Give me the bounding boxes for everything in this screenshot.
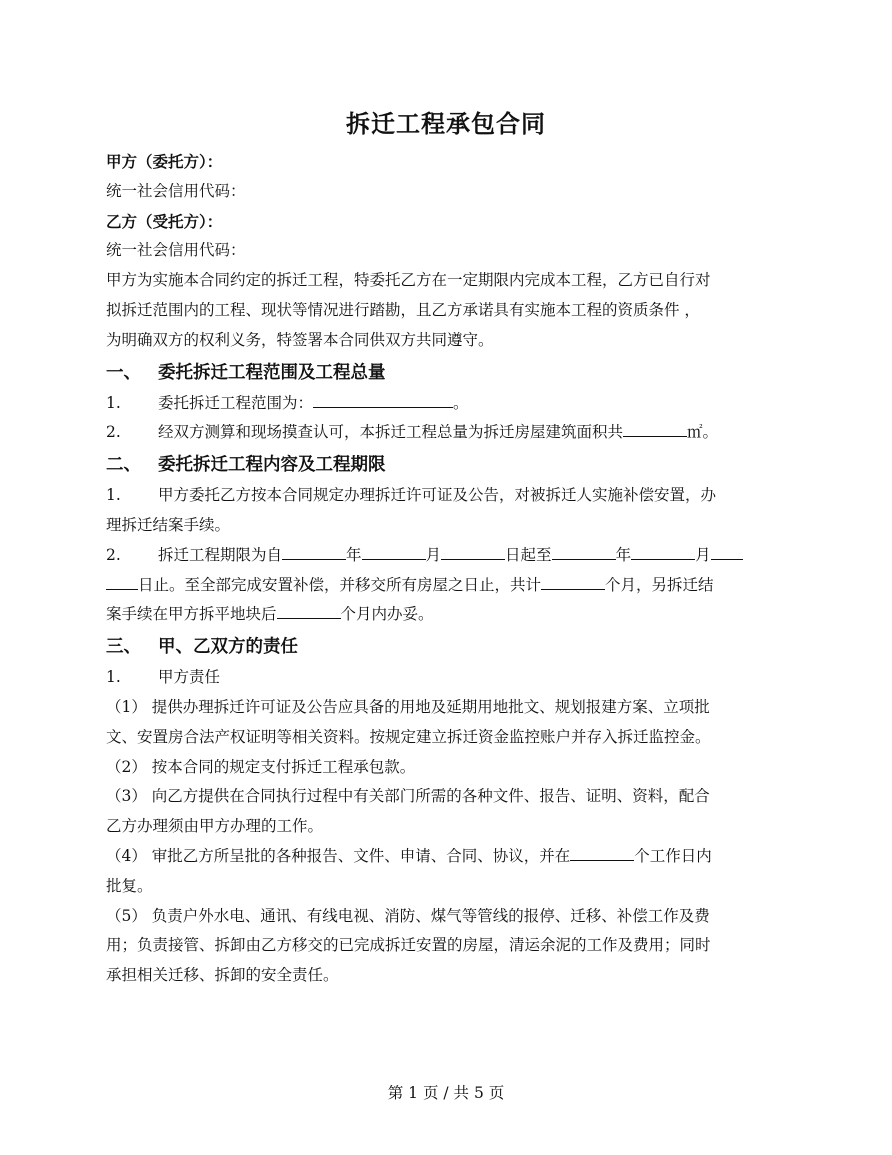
- page-footer: 第 1 页 / 共 5 页: [387, 1084, 505, 1102]
- clause-text: 个月，另拆迁结: [605, 575, 714, 594]
- clause-text: 月: [425, 545, 442, 564]
- duty-line: 承担相关迁移、拆卸的安全责任。: [106, 966, 339, 985]
- party-a-label: 甲方（委托方）：: [106, 152, 223, 171]
- clause-text: （4） 审批乙方所呈批的各种报告、文件、申请、合同、协议，并在: [106, 846, 571, 865]
- clause-text: 案手续在甲方拆平地块后: [106, 605, 277, 624]
- clause-item: [106, 663, 790, 693]
- duty-line: （1） 提供办理拆迁许可证及公告应具备的用地及延期用地批文、规划报建方案、立项批: [106, 697, 710, 716]
- fill-blank[interactable]: [541, 572, 605, 589]
- duty-line: 用；负责接管、拆卸由乙方移交的已完成拆迁安置的房屋，清运余泥的工作及费用；同时: [106, 936, 711, 955]
- clause-text: 日起至: [505, 545, 552, 564]
- duty-line: （3） 向乙方提供在合同执行过程中有关部门所需的各种文件、报告、证明、资料，配合: [106, 787, 710, 806]
- clause-text: 甲方责任: [158, 668, 221, 687]
- clause-text: 甲方委托乙方按本合同规定办理拆迁许可证及公告，对被拆迁人实施补偿安置，办: [158, 486, 717, 505]
- clause-number: 2.: [106, 423, 121, 442]
- preamble-line: 甲方为实施本合同约定的拆迁工程，特委托乙方在一定期限内完成本工程，乙方已自行对: [106, 271, 711, 290]
- clause-continuation: [106, 571, 790, 601]
- clause-text: 个月内办妥。: [340, 605, 434, 624]
- clause-text: 年: [346, 545, 362, 564]
- section-heading-3: [106, 631, 790, 663]
- party-b-label: 乙方（受托方）：: [106, 211, 223, 231]
- clause-number: 1.: [106, 668, 121, 687]
- clause-text: 年: [615, 545, 632, 564]
- preamble-line: 为明确双方的权利义务，特签署本合同供双方共同遵守。: [106, 330, 494, 349]
- clause-item: [106, 389, 790, 419]
- clause-text: 委托拆迁工程范围为：: [158, 393, 314, 412]
- fill-blank[interactable]: [313, 390, 453, 407]
- fill-blank[interactable]: [106, 572, 138, 589]
- section-title: 委托拆迁工程内容及工程期限: [158, 455, 386, 476]
- document-title: 拆迁工程承包合同: [346, 109, 546, 138]
- section-number: 二、: [106, 455, 141, 476]
- clause-text: ㎡。: [687, 423, 719, 442]
- clause-continuation: [106, 600, 790, 630]
- section-title: 甲、乙双方的责任: [158, 637, 298, 658]
- clause-number: 1.: [106, 393, 121, 412]
- section-number: 三、: [106, 637, 141, 658]
- preamble-line: 拟拆迁范围内的工程、现状等情况进行踏勘，且乙方承诺具有实施本工程的资质条件 ，: [106, 300, 700, 319]
- fill-blank[interactable]: [623, 420, 687, 437]
- fill-blank[interactable]: [277, 602, 341, 619]
- clause-text: 日止。至全部完成安置补偿，并移交所有房屋之日止，共计: [138, 575, 542, 594]
- section-number: 一、: [106, 362, 141, 383]
- fill-blank[interactable]: [282, 543, 346, 560]
- duty-line: [106, 842, 790, 872]
- clause-text: 。: [453, 393, 469, 412]
- clause-text: 月: [695, 545, 711, 564]
- clause-item: [106, 541, 790, 571]
- section-heading-1: [106, 357, 790, 389]
- clause-number: 1.: [106, 486, 121, 505]
- party-b-code-label: 统一社会信用代码：: [106, 241, 246, 260]
- clause-text: 个工作日内: [634, 846, 712, 865]
- fill-blank[interactable]: [441, 543, 505, 560]
- duty-line: 文、安置房合法产权证明等相关资料。按规定建立拆迁资金监控账户并存入拆迁监控金。: [106, 727, 711, 746]
- clause-text: 拆迁工程期限为自: [158, 545, 283, 564]
- clause-continuation: 理拆迁结案手续。: [106, 515, 231, 534]
- clause-number: 2.: [106, 545, 121, 564]
- clause-text: 经双方测算和现场摸查认可，本拆迁工程总量为拆迁房屋建筑面积共: [158, 423, 624, 442]
- fill-blank[interactable]: [711, 543, 743, 560]
- clause-item: [106, 418, 790, 448]
- section-heading-2: [106, 449, 790, 481]
- duty-line: （2） 按本合同的规定支付拆迁工程承包款。: [106, 757, 416, 776]
- fill-blank[interactable]: [362, 543, 426, 560]
- party-a-code-label: 统一社会信用代码：: [106, 181, 246, 200]
- clause-item: [106, 481, 790, 511]
- duty-line: （5） 负责户外水电、通讯、有线电视、消防、煤气等管线的报停、迁移、补偿工作及费: [106, 906, 710, 925]
- duty-line: 批复。: [106, 876, 153, 895]
- fill-blank[interactable]: [552, 543, 616, 560]
- section-title: 委托拆迁工程范围及工程总量: [158, 362, 386, 383]
- fill-blank[interactable]: [570, 844, 634, 861]
- document-body: [106, 147, 790, 991]
- fill-blank[interactable]: [631, 543, 695, 560]
- duty-line: 乙方办理须由甲方办理的工作。: [106, 817, 324, 836]
